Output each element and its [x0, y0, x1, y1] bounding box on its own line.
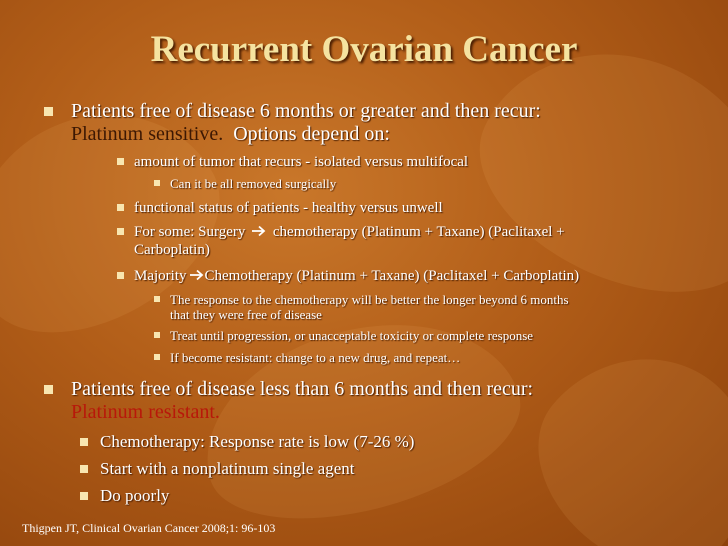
sub-bullet-text: Chemotherapy (Platinum + Taxane) (Paclitaxel + Carboplatin) [204, 268, 580, 284]
bullet-marker [154, 354, 160, 360]
bullet-marker [154, 332, 160, 338]
citation-footer: Thigpen JT, Clinical Ovarian Cancer 2008;1: 96-103 [22, 521, 276, 535]
sub-bullet-nonplatinum [80, 459, 680, 479]
sub-bullet-text: functional status of patients - healthy versus unwell [134, 200, 443, 216]
sub-bullet-do-poorly [80, 486, 680, 506]
arrow-right-icon [252, 225, 266, 237]
bullet-platinum-sensitive [44, 100, 704, 146]
sub-bullet-text: Majority [134, 268, 187, 284]
sub-bullet-text: amount of tumor that recurs - isolated versus multifocal [134, 154, 469, 170]
sub-bullet-text: Chemotherapy: Response rate is low (7-26 %) [100, 432, 415, 451]
sub-bullet-functional-status [117, 199, 707, 217]
sub-bullet-text: Start with a nonplatinum single agent [100, 459, 355, 478]
sub-sub-bullet-resistant [154, 350, 714, 365]
bullet-text-after: Options depend on: [233, 123, 390, 145]
bullet-marker [117, 228, 124, 235]
slide-title: Recurrent Ovarian Cancer [150, 29, 578, 70]
bullet-marker [117, 158, 124, 165]
bullet-marker [117, 204, 124, 211]
bullet-marker [80, 438, 88, 446]
bullet-marker [80, 465, 88, 473]
sub-sub-bullet-text: Treat until progression, or unacceptable toxicity or complete response [170, 328, 534, 343]
bullet-text: Patients free of disease less than 6 months and then recur: [71, 378, 534, 400]
sub-sub-bullet-treat [154, 328, 714, 343]
sub-sub-bullet-text: If become resistant: change to a new drug, and repeat… [170, 350, 461, 365]
platinum-resistant-label: Platinum resistant. [71, 401, 220, 423]
sub-sub-bullet-text: that they were free of disease [170, 307, 322, 322]
sub-bullet-majority [117, 267, 717, 285]
arrow-right-icon [190, 269, 204, 281]
background-leaf [501, 313, 728, 546]
platinum-sensitive-label: Platinum sensitive. [71, 123, 224, 145]
sub-sub-bullet-text: The response to the chemotherapy will be better the longer beyond 6 months [170, 292, 569, 307]
sub-bullet-text: Do poorly [100, 486, 170, 505]
bullet-marker [44, 107, 53, 116]
sub-bullet-tumor-amount [117, 153, 707, 171]
sub-bullet-response-rate [80, 432, 680, 452]
bullet-marker [80, 492, 88, 500]
bullet-text: Patients free of disease 6 months or greater and then recur: [71, 100, 541, 122]
sub-sub-bullet-response [154, 292, 714, 322]
sub-bullet-for-some [117, 223, 707, 259]
sub-sub-bullet-surgery [154, 176, 704, 191]
bullet-marker [44, 385, 53, 394]
bullet-platinum-resistant [44, 378, 704, 424]
bullet-marker [117, 272, 124, 279]
sub-sub-bullet-text: Can it be all removed surgically [170, 176, 337, 191]
sub-bullet-text: For some: Surgery [134, 224, 246, 240]
bullet-marker [154, 180, 160, 186]
sub-bullet-text: Carboplatin) [134, 242, 210, 258]
bullet-marker [154, 296, 160, 302]
sub-bullet-text: chemotherapy (Platinum + Taxane) (Paclitaxel + [272, 224, 565, 240]
